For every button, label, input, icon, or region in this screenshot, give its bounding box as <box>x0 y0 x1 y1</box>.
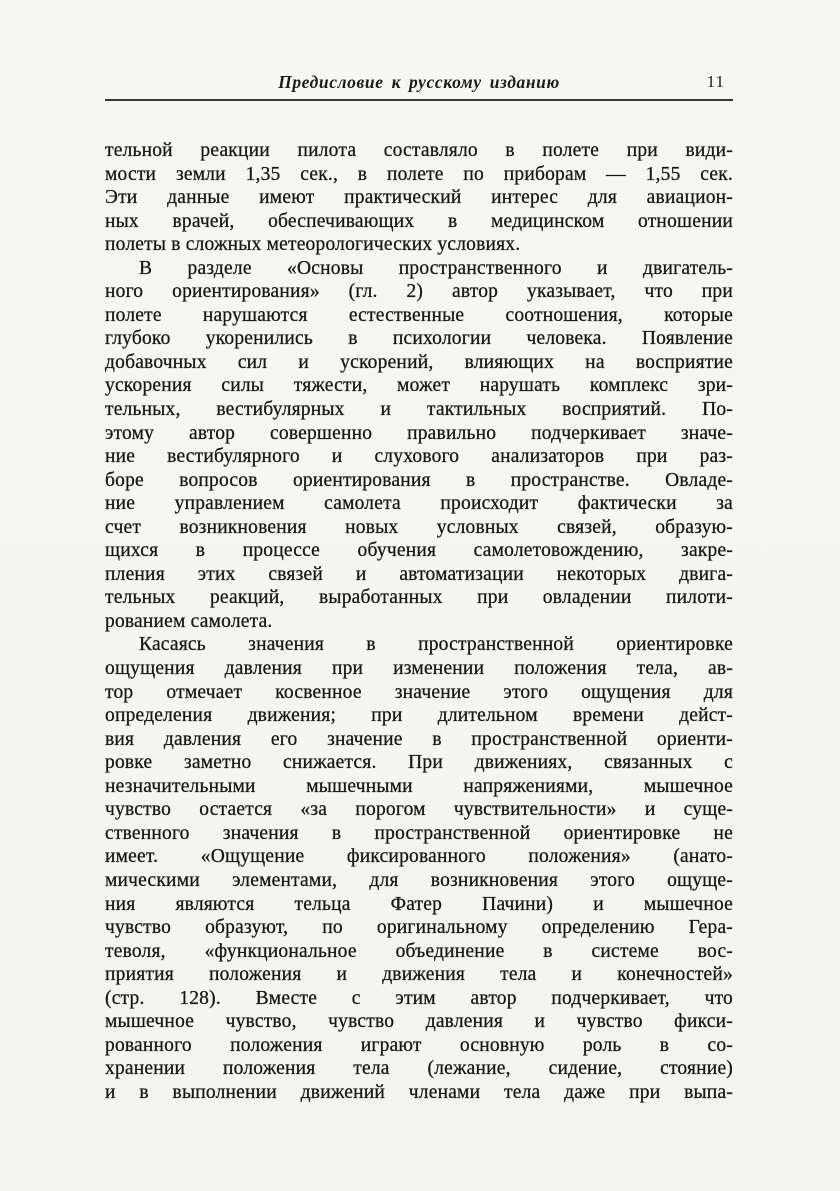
text-line: теволя, «функциональное объединение в системе вос- <box>105 940 733 962</box>
text-line: мышечное чувство, чувство давления и чувство фикси- <box>105 1011 733 1033</box>
text-line: хранении положения тела (лежание, сидение, стояние) <box>105 1058 733 1080</box>
text-line: рованием самолета. <box>105 610 273 632</box>
text-line: щихся в процессе обучения самолетовождению, закре- <box>105 540 733 562</box>
text-line: ния являются тельца Фатер Пачини) и мышечное <box>105 893 733 915</box>
text-line: ощущения давления при изменении положения тела, ав- <box>105 658 733 680</box>
text-line: тельных реакций, выработанных при овладении пилоти- <box>105 587 733 609</box>
text-line: полете нарушаются естественные соотношения, которые <box>105 304 733 326</box>
text-line: полеты в сложных метеорологических условиях. <box>105 234 521 256</box>
text-line: глубоко укоренились в психологии человека. Появление <box>105 328 733 350</box>
text-line: мическими элементами, для возникновения этого ощуще- <box>105 869 733 891</box>
text-line: ных врачей, обеспечивающих в медицинском отношении <box>105 210 733 232</box>
text-line: ственного значения в пространственной ориентировке не <box>105 822 733 844</box>
page-number: 11 <box>706 72 725 91</box>
text-line: и в выполнении движений членами тела даже при выпа- <box>105 1081 733 1103</box>
header-rule <box>105 99 733 101</box>
text-line: боре вопросов ориентирования в пространстве. Овладе- <box>105 469 733 491</box>
text-line: тельных, вестибулярных и тактильных восприятий. По- <box>105 399 733 421</box>
text-line: ровке заметно снижается. При движениях, связанных с <box>105 752 733 774</box>
text-line: определения движения; при длительном времени дейст- <box>105 705 733 727</box>
text-line: чувство образуют, по оригинальному определению Гера- <box>105 917 733 939</box>
text-line: ного ориентирования» (гл. 2) автор указывает, что при <box>105 281 733 303</box>
text-line: рованного положения играют основную роль в со- <box>105 1034 733 1056</box>
text-line: Касаясь значения в пространственной ориентировке <box>139 634 733 656</box>
text-line: мости земли 1,35 сек., в полете по приборам — 1,55 сек. <box>105 163 733 185</box>
text-line: вия давления его значение в пространственной ориенти- <box>105 728 733 750</box>
text-line: ние вестибулярного и слухового анализаторов при раз- <box>105 446 733 468</box>
page-header <box>105 72 733 94</box>
text-line: незначительными мышечными напряжениями, мышечное <box>105 775 733 797</box>
text-line: тор отмечает косвенное значение этого ощущения для <box>105 681 733 703</box>
text-line: тельной реакции пилота составляло в полете при види- <box>105 140 733 161</box>
page-body <box>105 139 733 1104</box>
text-line: Эти данные имеют практический интерес для авиацион- <box>105 187 733 209</box>
text-line: ние управлением самолета происходит фактически за <box>105 493 733 515</box>
running-title: Предисловие к русскому изданию <box>278 72 560 92</box>
text-line: имеет. «Ощущение фиксированного положения» (анато- <box>105 846 733 868</box>
text-line: добавочных сил и ускорений, влияющих на восприятие <box>105 351 733 373</box>
text-line: пления этих связей и автоматизации некоторых двига- <box>105 563 733 585</box>
text-line: ускорения силы тяжести, может нарушать комплекс зри- <box>105 375 733 397</box>
text-line: приятия положения и движения тела и конечностей» <box>105 964 733 986</box>
text-line: этому автор совершенно правильно подчеркивает значе- <box>105 422 733 444</box>
text-line: (стр. 128). Вместе с этим автор подчеркивает, что <box>105 987 733 1009</box>
text-line: В разделе «Основы пространственного и двигатель- <box>139 257 733 279</box>
text-line: чувство остается «за порогом чувствительности» и суще- <box>105 799 733 821</box>
text-line: счет возникновения новых условных связей, образую- <box>105 516 733 538</box>
